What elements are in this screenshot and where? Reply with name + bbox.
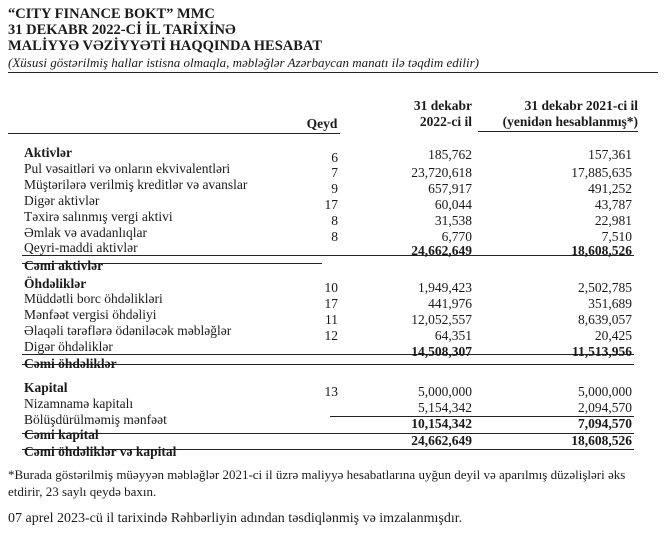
liabilities-total-rule <box>22 364 634 365</box>
assets-total-row: Cəmi aktivlər 24,662,649 18,608,526 <box>24 243 632 273</box>
table-row: Nizamnamə kapitalı <box>24 396 134 411</box>
table-row: Digər aktivlər <box>24 193 100 208</box>
table-row: Bölüşdürülməmiş mənfəət <box>24 412 167 427</box>
table-row: 5,154,342 2,094,570 <box>418 400 632 415</box>
table-row: Digər öhdəliklər <box>24 339 113 354</box>
equity-total-values: 10,154,342 7,094,570 <box>411 416 632 431</box>
table-row: 17 60,044 43,787 <box>324 197 632 212</box>
table-row: Müddətli borc öhdəlikləri <box>24 291 163 306</box>
column-header-2022-line1: 31 dekabr <box>413 98 472 113</box>
assets-total-rule <box>22 263 322 264</box>
column-header-2021-line1: 31 dekabr 2021-ci il <box>524 98 638 113</box>
assets-heading: Aktivlər <box>24 145 72 160</box>
report-title: MALİYYƏ VƏZİYYƏTİ HAQQINDA HESABAT <box>8 38 322 54</box>
column-header-2021 <box>478 98 638 130</box>
table-row: Əlaqəli tərəflərə ödəniləcək məbləğlər <box>24 323 232 338</box>
table-row: 17 441,976 351,689 <box>324 296 632 311</box>
approval-statement: 07 aprel 2023-cü il tarixində Rəhbərliyin adından təsdiqlənmiş və imzalanmışdır. <box>8 511 463 526</box>
liabilities-total-row: Cəmi öhdəliklər 14,508,307 11,513,956 <box>24 344 632 371</box>
table-row: Pul vəsaitləri və onların ekvivalentləri <box>24 161 231 176</box>
report-date: 31 DEKABR 2022-Cİ İL TARİXİNƏ <box>8 22 236 38</box>
header-rule-left <box>8 133 340 134</box>
equity-total-row: Cəmi kapital <box>24 427 99 442</box>
footnote: *Burada göstərilmiş müəyyən məbləğlər 2021-ci il üzrə maliyyə hesabatlarına uyğun deyil və aparılmış düzəlişləri əks etdirir, 23 saylı qeydə baxın. <box>8 467 626 499</box>
column-header-2022-line2: 2022-ci il <box>419 114 472 129</box>
table-row: 9 657,917 491,252 <box>331 181 632 196</box>
table-row: 8 31,538 22,981 <box>331 213 632 228</box>
report-subtitle: (Xüsusi göstərilmiş hallar istisna olmaqla, məbləğlər Azərbaycan manatı ilə təqdim edilir) <box>8 55 658 73</box>
header-rule-right <box>478 131 638 132</box>
table-row: Təxirə salınmış vergi aktivi <box>24 209 173 224</box>
table-row: Mənfəət vergisi öhdəliyi <box>24 307 157 322</box>
liabilities-heading: Öhdəliklər <box>24 276 87 291</box>
column-header-2021-line2: (yenidən hesablanmış*) <box>502 114 638 129</box>
table-row: 10 1,949,423 2,502,785 <box>324 280 632 295</box>
table-row: 6 185,762 157,361 <box>331 147 632 165</box>
table-row: 13 5,000,000 5,000,000 <box>324 384 632 399</box>
table-row: 12 64,351 20,425 <box>324 328 632 343</box>
column-header-2022 <box>360 98 472 130</box>
table-row: 11 12,052,557 8,639,057 <box>325 312 632 327</box>
table-row: 8 6,770 7,510 <box>331 229 632 244</box>
grand-total-row: Cəmi öhdəliklər və kapital <box>24 444 177 459</box>
grand-total-rule <box>22 449 634 450</box>
table-row: Əmlak və avadanlıqlar <box>24 225 147 240</box>
table-row: 7 23,720,618 17,885,635 <box>331 165 632 180</box>
column-header-note: Qeyd <box>306 116 338 131</box>
grand-total-values: 24,662,649 18,608,526 <box>411 433 632 448</box>
equity-heading: Kapital <box>24 380 68 395</box>
table-row: Müştərilərə verilmiş kreditlər və avanslar <box>24 177 248 192</box>
table-row: Qeyri-maddi aktivlər <box>24 240 138 255</box>
company-name: “CITY FINANCE BOKT” MMC <box>8 6 215 22</box>
